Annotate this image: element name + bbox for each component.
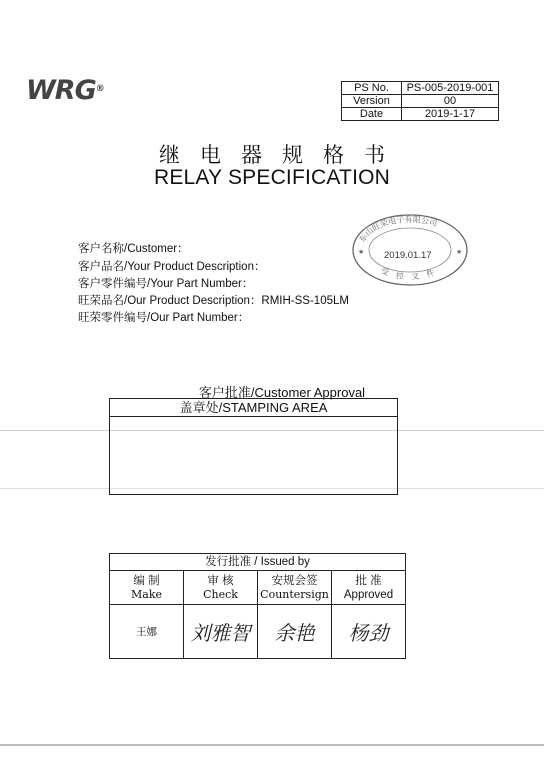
customer-product-line: 客户品名/Your Product Description：: [78, 261, 266, 273]
stamping-area-label: 盖章处/STAMPING AREA: [109, 399, 398, 417]
table-row: [110, 605, 406, 659]
seal-date: 2019.01.17: [384, 250, 432, 261]
table-row: [110, 554, 406, 571]
svg-text:东山旺荣电子有限公司: 东山旺荣电子有限公司: [357, 214, 439, 244]
our-part-line: 旺荣零件编号/Our Part Number：: [78, 312, 250, 324]
signature-approved: 杨劲: [332, 605, 406, 659]
role-countersign: 安规会签 Countersign: [258, 571, 332, 605]
signature-check: 刘雅智: [184, 605, 258, 659]
signature-make: 王娜: [110, 605, 184, 659]
customer-line: 客户名称/Customer：: [78, 243, 189, 255]
svg-text:★: ★: [456, 248, 463, 256]
our-product-line: 旺荣品名/Our Product Description：RMIH-SS-105LM: [78, 295, 349, 307]
scan-artifact-line: [0, 744, 544, 746]
signature-countersign: 余艳: [258, 605, 332, 659]
company-logo: WRG®: [26, 75, 104, 106]
svg-text:受控文件: 受控文件: [379, 264, 444, 282]
role-make: 编 制 Make: [110, 571, 184, 605]
issued-by-table: [109, 553, 406, 659]
table-row: [110, 571, 406, 605]
svg-text:★: ★: [358, 248, 365, 256]
table-row: Date 2019-1-17: [342, 108, 499, 121]
customer-part-line: 客户零件编号/Your Part Number：: [78, 278, 254, 290]
customer-approval-title: 客户批准/Customer Approval: [198, 385, 366, 400]
table-row: PS No. PS-005-2019-001: [342, 82, 499, 95]
role-approved: 批 准 Approved: [332, 571, 406, 605]
document-info-table: [341, 81, 499, 121]
title-chinese: 继电器规格书: [159, 144, 405, 167]
table-row: Version 00: [342, 95, 499, 108]
role-check: 审 核 Check: [184, 571, 258, 605]
title-english: RELAY SPECIFICATION: [153, 166, 391, 189]
issued-by-header: 发行批准 / Issued by: [110, 554, 406, 571]
